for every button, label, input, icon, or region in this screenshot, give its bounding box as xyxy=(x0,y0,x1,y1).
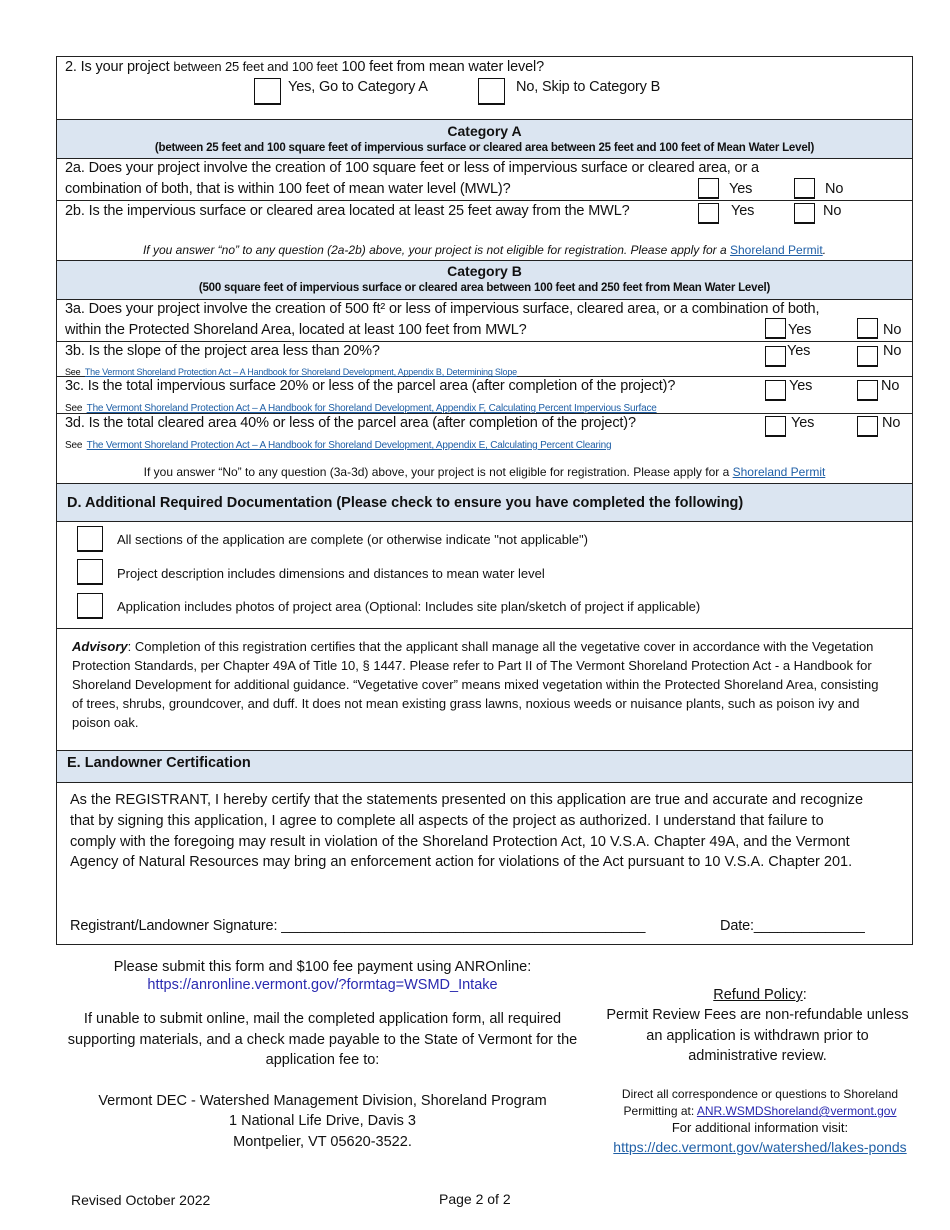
advisory-label: Advisory xyxy=(72,639,128,654)
doc-item-3: Application includes photos of project area (Optional: Includes site plan/sketch of project if applicable) xyxy=(117,599,701,614)
q3c-no-label: No xyxy=(881,378,900,394)
q2a-yes-checkbox[interactable] xyxy=(698,178,719,199)
doc-checkbox-2[interactable] xyxy=(77,559,103,585)
doc-checkbox-1[interactable] xyxy=(77,526,103,552)
q2-yes-label: Yes, Go to Category A xyxy=(288,79,428,95)
q3b-yes-checkbox[interactable] xyxy=(765,346,786,367)
refund-policy-text: Permit Review Fees are non-refundable unless an application is withdrawn prior to administrative review. xyxy=(606,1007,909,1064)
category-b-title: Category B xyxy=(447,263,522,279)
divider xyxy=(56,299,913,300)
q2a-yes-label: Yes xyxy=(729,181,753,197)
contact-text xyxy=(600,1086,920,1120)
signature-row xyxy=(70,918,645,934)
q2b-no-label: No xyxy=(823,203,842,219)
see-label: See xyxy=(65,367,81,377)
q3d-yes-label: Yes xyxy=(791,415,815,431)
address-line-3: Montpelier, VT 05620-3522. xyxy=(233,1134,412,1150)
q3d-yes-checkbox[interactable] xyxy=(765,416,786,437)
shoreland-permit-link-b[interactable]: Shoreland Permit xyxy=(732,465,826,479)
category-b-note-text: If you answer “No” to any question (3a-3d) above, your project is not eligible for registration. Please apply for a xyxy=(143,465,730,479)
question-3c-reference xyxy=(65,398,657,416)
q3a-no-checkbox[interactable] xyxy=(857,318,878,339)
q3a-yes-label: Yes xyxy=(788,322,812,338)
refund-title: Refund Policy xyxy=(713,987,803,1003)
question-2-range: between 25 feet and 100 feet xyxy=(173,59,338,74)
signature-field[interactable]: ______________________________________________ xyxy=(281,918,646,934)
q2b-yes-label: Yes xyxy=(731,203,755,219)
date-row xyxy=(720,918,865,934)
advisory-text: : Completion of this registration certifies that the applicant shall manage all the vegetative cover in accordance with the Vegetation Protection Standards, per Chapter 49A of Title 10, § 1447. Please refer to Part II of The Vermont Shoreland Protection Act - a Handbook for Shoreland Development for additional guidance. “Vegetative cover” means mixed vegetation within the Protected Shoreland Area, consisting of trees, shrubs, groundcover, and duff. It does not mean existing grass lawns, noxious weeds or nuisance plants, such as poison ivy and poison oak. xyxy=(72,639,879,730)
see-label: See xyxy=(65,440,83,451)
section-d-title: D. Additional Required Documentation (Please check to ensure you have completed the following) xyxy=(67,495,744,511)
contact-label: Direct all correspondence or questions to Shoreland Permitting at: xyxy=(621,1087,899,1118)
address-line-1: Vermont DEC - Watershed Management Division, Shoreland Program xyxy=(98,1093,547,1109)
category-b-subtitle: (500 square feet of impervious surface or cleared area between 100 feet and 250 feet from Mean Water Level) xyxy=(198,282,771,294)
advisory-paragraph xyxy=(72,637,892,732)
q3a-yes-checkbox[interactable] xyxy=(765,318,786,339)
category-a-subtitle: (between 25 feet and 100 square feet of impervious surface or cleared area between 25 feet and 100 feet of Mean Water Level) xyxy=(154,142,815,154)
appendix-f-link[interactable]: The Vermont Shoreland Protection Act – A Handbook for Shoreland Development, Appendix F, Calculating Percent Impervious Surface xyxy=(86,403,657,414)
divider xyxy=(56,158,913,159)
question-3c: 3c. Is the total impervious surface 20% or less of the parcel area (after completion of the project)? xyxy=(65,378,676,394)
q3d-no-checkbox[interactable] xyxy=(857,416,878,437)
q2-yes-checkbox[interactable] xyxy=(254,78,281,105)
category-b-note xyxy=(57,465,912,479)
question-2-suffix: 100 feet from mean water level? xyxy=(341,59,544,75)
divider xyxy=(56,782,913,783)
question-2a-line2: combination of both, that is within 100 feet of mean water level (MWL)? xyxy=(65,181,511,197)
submit-instruction: Please submit this form and $100 fee payment using ANROnline: xyxy=(113,959,532,975)
question-3b: 3b. Is the slope of the project area less than 20%? xyxy=(65,343,380,359)
divider xyxy=(56,521,913,522)
q3d-no-label: No xyxy=(882,415,901,431)
divider xyxy=(56,944,913,945)
question-3a-line1: 3a. Does your project involve the creation of 500 ft² or less of impervious surface, cleared area, or a combination of both, xyxy=(65,301,820,317)
anronline-url[interactable]: https://anronline.vermont.gov/?formtag=WSMD_Intake xyxy=(147,977,498,993)
certification-text: As the REGISTRANT, I hereby certify that the statements presented on this application are true and accurate and recognize that by signing this application, I agree to complete all aspects of the project as authorized. I understand that failure to comply with the foregoing may result in violation of the Shoreland Protection Act, 10 V.S.A. Chapter 49A, and the Vermont Agency of Natural Resources may bring an enforcement action for violations of the Act pursuant to 10 V.S.A. Chapter 201. xyxy=(70,792,864,871)
q2a-no-label: No xyxy=(825,181,844,197)
divider xyxy=(56,56,913,57)
see-label: See xyxy=(65,403,83,414)
info-text: For additional information visit: xyxy=(671,1120,849,1135)
divider xyxy=(56,200,913,201)
question-3d: 3d. Is the total cleared area 40% or less of the parcel area (after completion of the project)? xyxy=(65,415,636,431)
q3c-yes-checkbox[interactable] xyxy=(765,380,786,401)
q2b-no-checkbox[interactable] xyxy=(794,203,815,224)
revised-date: Revised October 2022 xyxy=(71,1192,211,1208)
doc-item-1: All sections of the application are complete (or otherwise indicate "not applicable") xyxy=(117,532,588,547)
contact-email-link[interactable]: ANR.WSMDShoreland@vermont.gov xyxy=(696,1104,897,1118)
category-a-note-text: If you answer “no” to any question (2a-2b) above, your project is not eligible for registration. Please apply for a xyxy=(142,243,727,257)
q3b-yes-label: Yes xyxy=(787,343,811,359)
note-period: . xyxy=(822,243,827,257)
date-label: Date: xyxy=(720,918,754,934)
divider xyxy=(56,341,913,342)
appendix-e-link[interactable]: The Vermont Shoreland Protection Act – A Handbook for Shoreland Development, Appendix E, Calculating Percent Clearing xyxy=(86,440,612,451)
doc-item-2: Project description includes dimensions and distances to mean water level xyxy=(117,566,545,581)
page-number: Page 2 of 2 xyxy=(439,1191,511,1207)
q3a-no-label: No xyxy=(883,322,902,338)
signature-label: Registrant/Landowner Signature: xyxy=(70,918,278,934)
mail-instruction: If unable to submit online, mail the completed application form, all required supporting materials, and a check made payable to the State of Vermont for the application fee to: xyxy=(67,1011,578,1068)
q3b-no-label: No xyxy=(883,343,902,359)
address-line-2: 1 National Life Drive, Davis 3 xyxy=(229,1113,416,1129)
question-2a-line1: 2a. Does your project involve the creation of 100 square feet or less of impervious surface or cleared area, or a xyxy=(65,160,759,176)
category-a-note xyxy=(57,243,912,257)
divider xyxy=(56,628,913,629)
section-e-title: E. Landowner Certification xyxy=(67,755,251,771)
question-3d-reference xyxy=(65,435,611,453)
q2b-yes-checkbox[interactable] xyxy=(698,203,719,224)
question-2-prefix: 2. Is your project xyxy=(65,59,170,75)
refund-colon: : xyxy=(802,987,807,1003)
doc-checkbox-3[interactable] xyxy=(77,593,103,619)
q2a-no-checkbox[interactable] xyxy=(794,178,815,199)
q3c-yes-label: Yes xyxy=(789,378,813,394)
refund-policy-title xyxy=(595,985,925,1006)
category-a-title: Category A xyxy=(447,123,522,139)
q3b-no-checkbox[interactable] xyxy=(857,346,878,367)
appendix-b-link[interactable]: The Vermont Shoreland Protection Act – A Handbook for Shoreland Development, Appendix B, Determining Slope xyxy=(84,367,517,377)
q2-no-checkbox[interactable] xyxy=(478,78,505,105)
question-2 xyxy=(65,59,544,75)
question-3a-line2: within the Protected Shoreland Area, located at least 100 feet from MWL? xyxy=(65,322,527,338)
q2-no-label: No, Skip to Category B xyxy=(516,79,661,95)
date-field[interactable]: ______________ xyxy=(753,918,865,934)
shoreland-permit-link[interactable]: Shoreland Permit xyxy=(729,243,823,257)
lakes-ponds-link[interactable]: https://dec.vermont.gov/watershed/lakes-ponds xyxy=(613,1139,907,1155)
q3c-no-checkbox[interactable] xyxy=(857,380,878,401)
question-2b: 2b. Is the impervious surface or cleared area located at least 25 feet away from the MWL? xyxy=(65,203,630,219)
